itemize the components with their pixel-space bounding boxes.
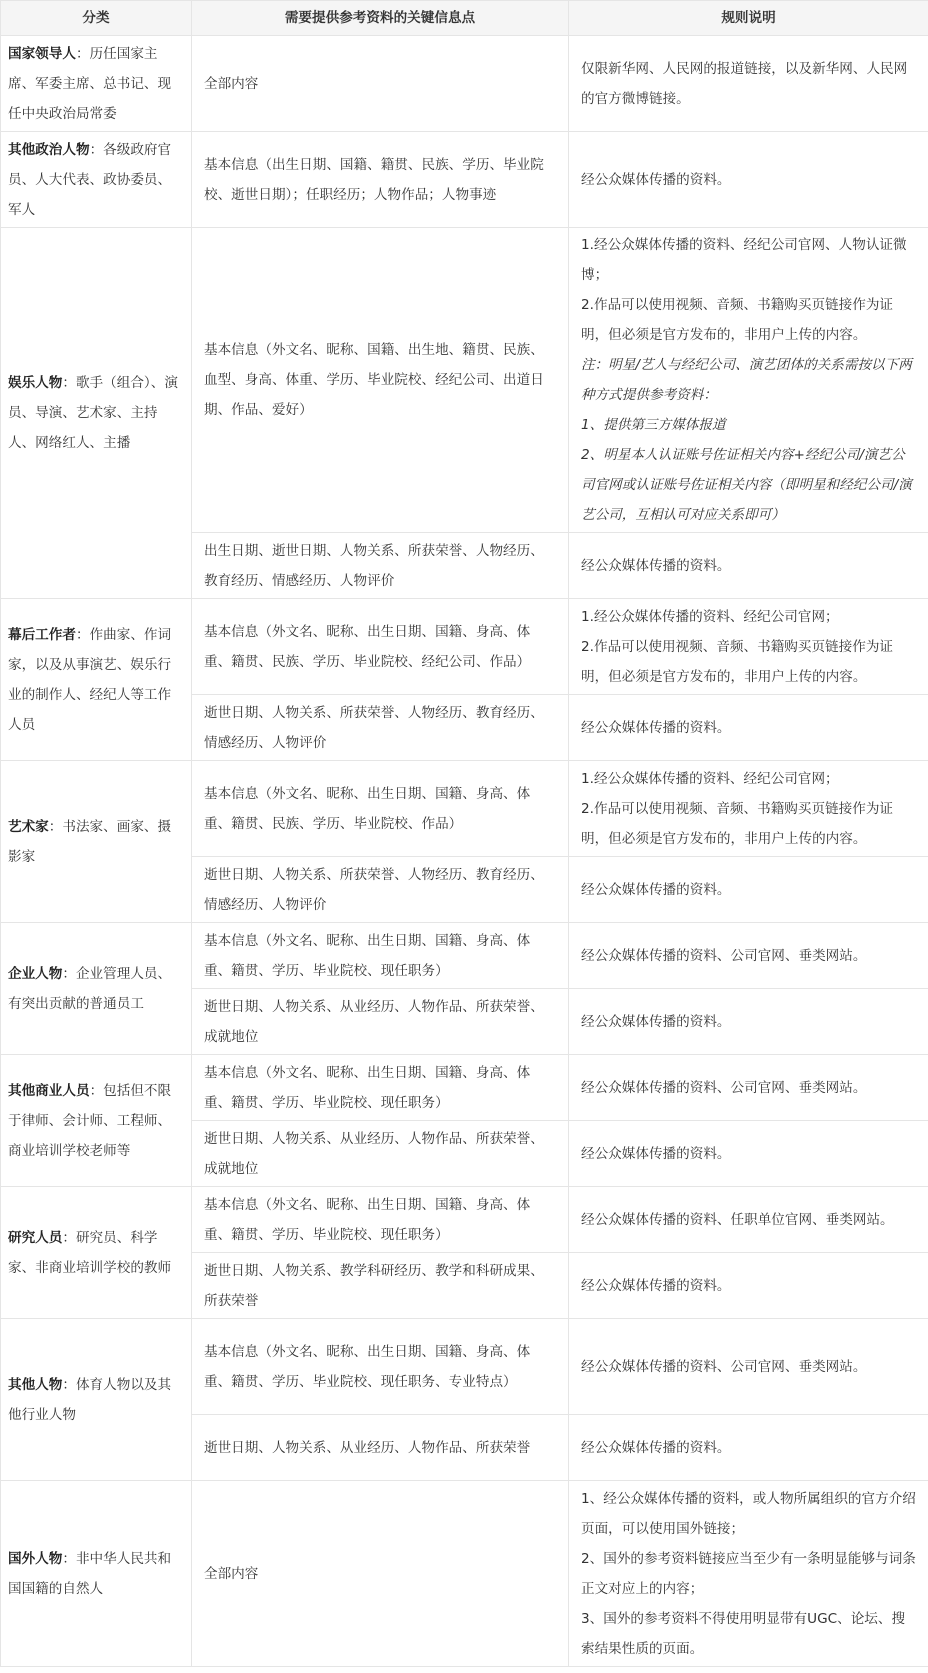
rule-line: 2.作品可以使用视频、音频、书籍购买页链接作为证明，但必须是官方发布的，非用户上传的内容。: [581, 638, 894, 685]
key-info-cell: 逝世日期、人物关系、从业经历、人物作品、所获荣誉、成就地位: [192, 1121, 569, 1187]
rules-cell: [569, 1415, 928, 1481]
category-cell: [1, 1187, 192, 1319]
table-row: [1, 761, 928, 857]
rule-line: 2.作品可以使用视频、音频、书籍购买页链接作为证明，但必须是官方发布的，非用户上传的内容。: [581, 297, 894, 343]
category-name: 国家领导人: [8, 45, 76, 62]
table-row: [1, 1319, 928, 1415]
rule-line: 经公众媒体传播的资料。: [581, 719, 731, 736]
category-name: 其他政治人物: [8, 141, 90, 158]
key-info-cell: 基本信息（外文名、昵称、出生日期、国籍、身高、体重、籍贯、民族、学历、毕业院校、经纪公司、作品）: [192, 599, 569, 695]
category-name: 艺术家: [8, 818, 49, 835]
rules-cell: [569, 1055, 928, 1121]
category-cell: [1, 1319, 192, 1481]
rule-line: 经公众媒体传播的资料。: [581, 1277, 731, 1294]
category-description: ：历任国家主席、军委主席、总书记、现任中央政治局常委: [8, 45, 172, 122]
table-header-row: [1, 1, 928, 36]
category-cell: [1, 36, 192, 132]
category-cell: [1, 761, 192, 923]
header-category: 分类: [1, 1, 192, 36]
key-info-cell: 基本信息（外文名、昵称、出生日期、国籍、身高、体重、籍贯、学历、毕业院校、现任职务）: [192, 1055, 569, 1121]
rule-line: 经公众媒体传播的资料。: [581, 1145, 731, 1162]
table-row: [1, 923, 928, 989]
rules-cell: [569, 599, 928, 695]
table-row: [1, 599, 928, 695]
table-row: [1, 1481, 928, 1667]
key-info-cell: 出生日期、逝世日期、人物关系、所获荣誉、人物经历、教育经历、情感经历、人物评价: [192, 533, 569, 599]
rules-cell: [569, 1187, 928, 1253]
rules-cell: [569, 1481, 928, 1667]
category-description: ：书法家、画家、摄影家: [8, 818, 172, 865]
category-cell: [1, 1055, 192, 1187]
key-info-cell: 逝世日期、人物关系、教学科研经历、教学和科研成果、所获荣誉: [192, 1253, 569, 1319]
rule-line: 2、国外的参考资料链接应当至少有一条明显能够与词条正文对应上的内容；: [581, 1550, 916, 1597]
rule-line: 经公众媒体传播的资料、公司官网、垂类网站。: [581, 1079, 867, 1096]
rule-line: 经公众媒体传播的资料。: [581, 171, 731, 188]
rule-line: 经公众媒体传播的资料。: [581, 1439, 731, 1456]
rule-line: 1.经公众媒体传播的资料、经纪公司官网；: [581, 608, 839, 625]
table-row: [1, 1055, 928, 1121]
category-description: ：歌手（组合）、演员、导演、艺术家、主持人、网络红人、主播: [8, 375, 178, 451]
rules-cell: [569, 1319, 928, 1415]
rules-cell: [569, 228, 928, 533]
rules-cell: [569, 695, 928, 761]
table-row: [1, 1187, 928, 1253]
rule-line: 经公众媒体传播的资料、公司官网、垂类网站。: [581, 947, 867, 964]
rule-line: 1.经公众媒体传播的资料、经纪公司官网；: [581, 770, 839, 787]
rules-cell: [569, 132, 928, 228]
category-cell: [1, 132, 192, 228]
rules-cell: [569, 989, 928, 1055]
key-info-cell: 基本信息（外文名、昵称、国籍、出生地、籍贯、民族、血型、身高、体重、学历、毕业院校、经纪公司、出道日期、作品、爱好）: [192, 228, 569, 533]
rule-line: 经公众媒体传播的资料。: [581, 557, 731, 574]
key-info-cell: 逝世日期、人物关系、从业经历、人物作品、所获荣誉: [192, 1415, 569, 1481]
rules-cell: [569, 1121, 928, 1187]
rule-line: 经公众媒体传播的资料、任职单位官网、垂类网站。: [581, 1211, 894, 1228]
key-info-cell: 基本信息（外文名、昵称、出生日期、国籍、身高、体重、籍贯、民族、学历、毕业院校、作品）: [192, 761, 569, 857]
rule-line: 1.经公众媒体传播的资料、经纪公司官网、人物认证微博；: [581, 237, 907, 283]
rules-cell: [569, 857, 928, 923]
category-name: 国外人物: [8, 1550, 63, 1567]
table-body: [1, 36, 928, 1667]
key-info-cell: 逝世日期、人物关系、从业经历、人物作品、所获荣誉、成就地位: [192, 989, 569, 1055]
category-name: 研究人员: [8, 1229, 63, 1246]
category-description: ：各级政府官员、人大代表、政协委员、军人: [8, 141, 172, 218]
rule-line: 3、国外的参考资料不得使用明显带有UGC、论坛、搜索结果性质的页面。: [581, 1610, 906, 1657]
key-info-cell: 全部内容: [192, 1481, 569, 1667]
category-description: ：企业管理人员、有突出贡献的普通员工: [8, 965, 172, 1012]
table-row: [1, 228, 928, 533]
key-info-cell: 基本信息（外文名、昵称、出生日期、国籍、身高、体重、籍贯、学历、毕业院校、现任职务）: [192, 1187, 569, 1253]
category-name: 企业人物: [8, 965, 63, 982]
rule-line: 仅限新华网、人民网的报道链接，以及新华网、人民网的官方微博链接。: [581, 60, 908, 107]
rule-line: 经公众媒体传播的资料。: [581, 1013, 731, 1030]
key-info-cell: 逝世日期、人物关系、所获荣誉、人物经历、教育经历、情感经历、人物评价: [192, 695, 569, 761]
category-description: ：研究员、科学家、非商业培训学校的教师: [8, 1229, 172, 1276]
key-info-cell: 基本信息（外文名、昵称、出生日期、国籍、身高、体重、籍贯、学历、毕业院校、现任职务）: [192, 923, 569, 989]
key-info-cell: 逝世日期、人物关系、所获荣誉、人物经历、教育经历、情感经历、人物评价: [192, 857, 569, 923]
rules-cell: [569, 923, 928, 989]
category-name: 其他商业人员: [8, 1082, 90, 1099]
category-name: 娱乐人物: [8, 375, 63, 391]
category-description: ：作曲家、作词家，以及从事演艺、娱乐行业的制作人、经纪人等工作人员: [8, 626, 172, 733]
key-info-cell: 基本信息（出生日期、国籍、籍贯、民族、学历、毕业院校、逝世日期）；任职经历；人物作品；人物事迹: [192, 132, 569, 228]
category-name: 幕后工作者: [8, 626, 76, 643]
key-info-cell: 全部内容: [192, 36, 569, 132]
header-rules: 规则说明: [569, 1, 928, 36]
key-info-cell: 基本信息（外文名、昵称、出生日期、国籍、身高、体重、籍贯、学历、毕业院校、现任职务、专业特点）: [192, 1319, 569, 1415]
rule-note-line: 2、明星本人认证账号佐证相关内容+经纪公司/演艺公司官网或认证账号佐证相关内容（即明星和经纪公司/演艺公司，互相认可对应关系即可）: [581, 447, 912, 523]
rules-cell: [569, 36, 928, 132]
table-row: [1, 36, 928, 132]
rule-note-line: 1、提供第三方媒体报道: [581, 417, 726, 433]
rules-cell: [569, 533, 928, 599]
category-cell: [1, 599, 192, 761]
rules-cell: [569, 1253, 928, 1319]
rule-note-line: 注：明星/艺人与经纪公司、演艺团体的关系需按以下两种方式提供参考资料：: [581, 357, 912, 403]
category-cell: [1, 1481, 192, 1667]
table-row: [1, 132, 928, 228]
category-name: 其他人物: [8, 1376, 63, 1393]
category-description: ：包括但不限于律师、会计师、工程师、商业培训学校老师等: [8, 1082, 172, 1159]
rule-line: 经公众媒体传播的资料。: [581, 881, 731, 898]
category-cell: [1, 923, 192, 1055]
rules-cell: [569, 761, 928, 857]
category-description: ：非中华人民共和国国籍的自然人: [8, 1550, 172, 1597]
category-description: ：体育人物以及其他行业人物: [8, 1376, 172, 1423]
rule-line: 经公众媒体传播的资料、公司官网、垂类网站。: [581, 1358, 867, 1375]
rule-line: 2.作品可以使用视频、音频、书籍购买页链接作为证明，但必须是官方发布的，非用户上传的内容。: [581, 800, 894, 847]
header-key-info: 需要提供参考资料的关键信息点: [192, 1, 569, 36]
rule-line: 1、经公众媒体传播的资料，或人物所属组织的官方介绍页面，可以使用国外链接；: [581, 1490, 916, 1537]
category-cell: [1, 228, 192, 599]
